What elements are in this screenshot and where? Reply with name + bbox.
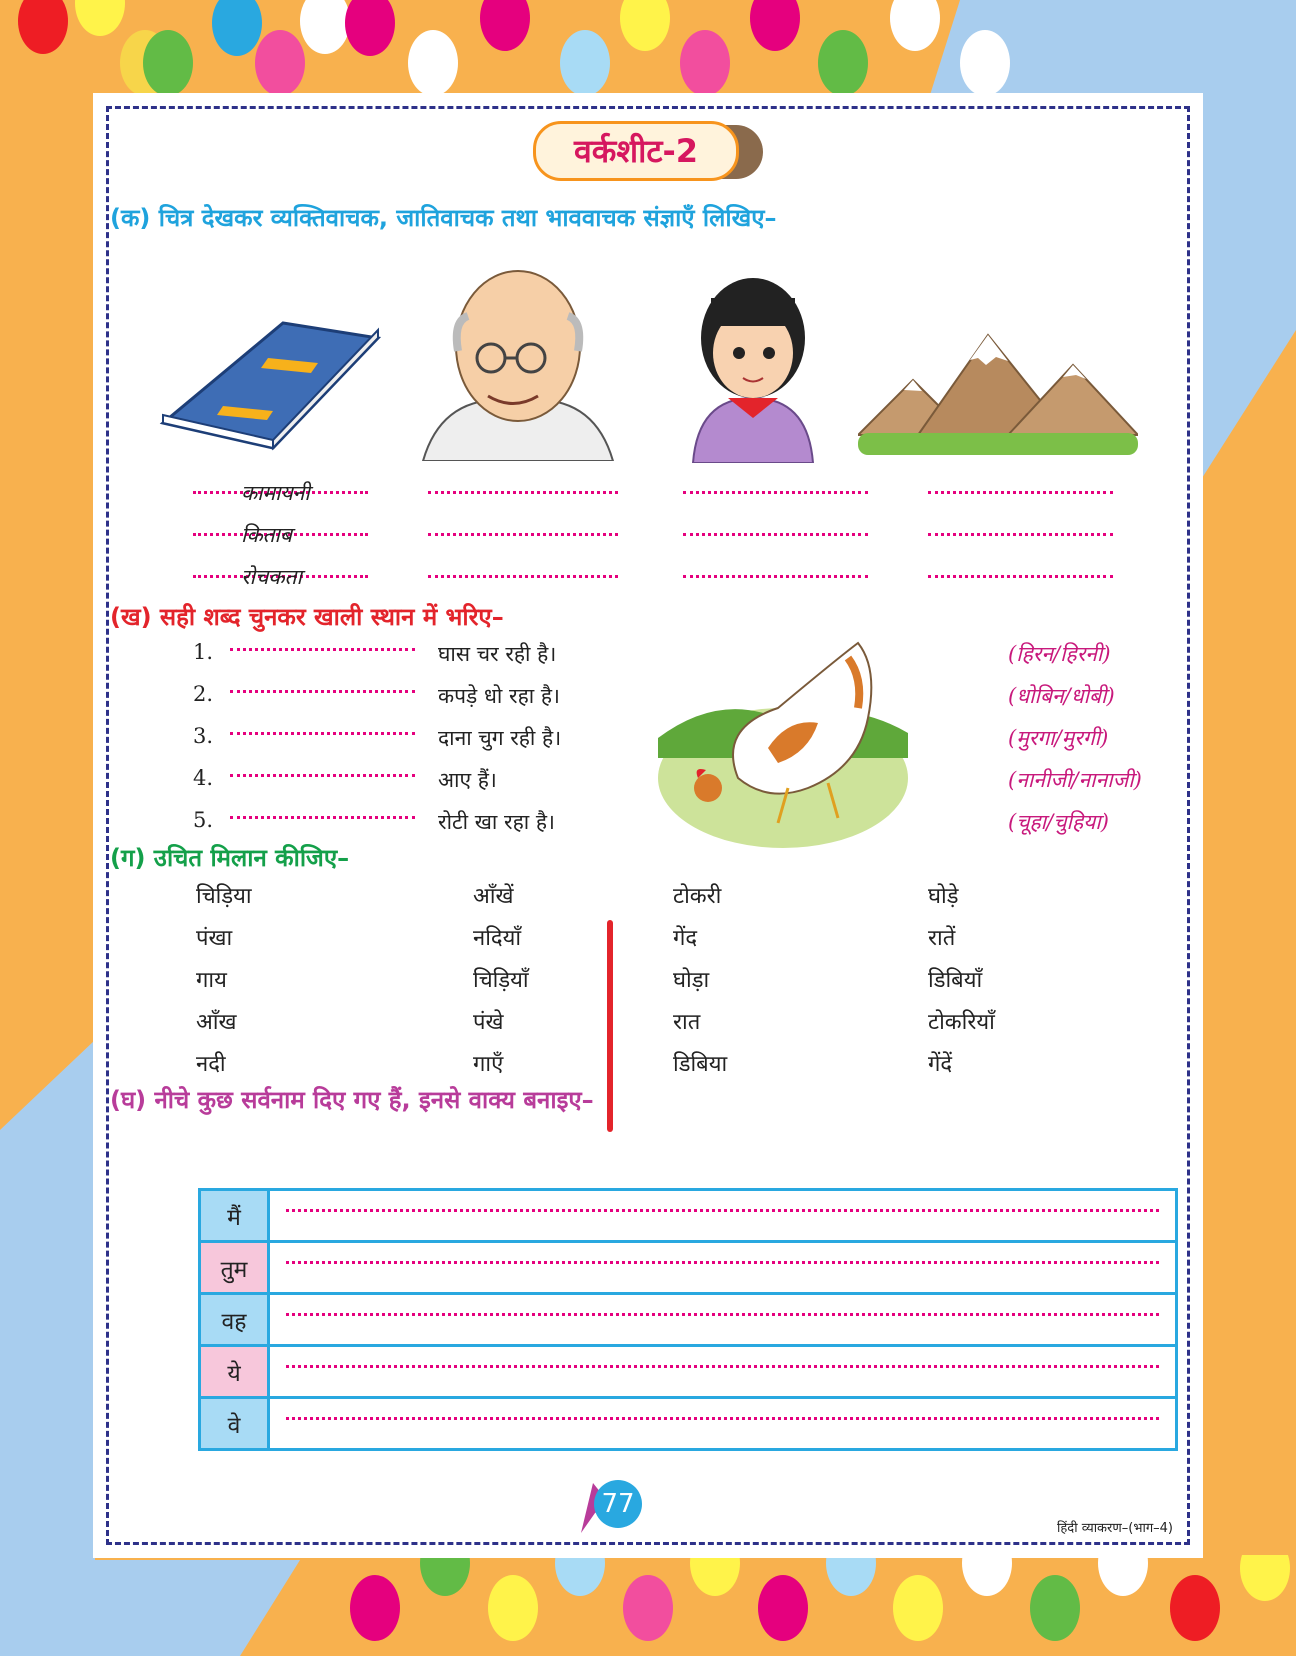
match-word: टोकरियाँ — [928, 1010, 995, 1035]
match-word: गेंद — [673, 926, 698, 951]
section-kha-heading: (ख) सही शब्द चुनकर खाली स्थान में भरिए– — [110, 603, 504, 631]
table-row — [200, 1346, 1177, 1398]
match-word: टोकरी — [673, 884, 722, 909]
bottom-dot-border — [0, 1555, 1296, 1656]
pronoun-cell: वह — [200, 1294, 269, 1346]
sentence-line[interactable] — [269, 1294, 1177, 1346]
match-word: गाएँ — [473, 1052, 504, 1077]
sentence-line[interactable] — [269, 1346, 1177, 1398]
table-row — [200, 1242, 1177, 1294]
match-word: घोड़ा — [673, 968, 710, 993]
title-badge — [533, 121, 773, 183]
pronoun-cell: मैं — [200, 1190, 269, 1242]
pronoun-table — [198, 1188, 1178, 1451]
match-word: नदियाँ — [473, 926, 522, 951]
sentence-line[interactable] — [269, 1190, 1177, 1242]
old-man-icon — [413, 261, 623, 461]
answer-1: कामायनी — [241, 481, 310, 505]
match-word: चिड़िया — [196, 884, 252, 909]
match-word: गाय — [196, 968, 227, 993]
sentence-line[interactable] — [269, 1398, 1177, 1450]
book-icon — [153, 318, 383, 453]
match-word: घोड़े — [928, 884, 959, 909]
mountains-icon — [858, 325, 1138, 455]
worksheet-title: वर्कशीट-2 — [533, 121, 739, 181]
section-ga-heading: (ग) उचित मिलान कीजिए– — [110, 844, 350, 872]
match-word: डिबिया — [673, 1052, 728, 1077]
table-row — [200, 1190, 1177, 1242]
sentence-line[interactable] — [269, 1242, 1177, 1294]
pronoun-cell: तुम — [200, 1242, 269, 1294]
answer-3: रोचकता — [241, 565, 302, 589]
section-gha-heading: (घ) नीचे कुछ सर्वनाम दिए गए हैं, इनसे वाक्य बनाइए– — [110, 1086, 594, 1114]
hen-icon — [658, 638, 908, 848]
worksheet-page: वर्कशीट-2 (क) चित्र देखकर व्यक्तिवाचक, जातिवाचक तथा भाववाचक संज्ञाएँ लिखिए– कामायनी किताब रोचकता (ख) सही शब्द चुनकर खाली स्थान में भरिए– 1. घास चर रही है। (हिरन/हिरनी) 2. कपड़े धो रहा है। (धोबिन/धोबी) 3. दाना चुग रही है। (मुरगा/मुरगी) 4. आए हैं। (नानीजी/नानाजी) 5. रोटी खा रहा है। (चूहा/चुहिया) (ग) उचित मिलान कीजिए– चिड़िया पंखा गाय आँख नदी आँखें नदियाँ चिड़ियाँ पंखे गाएँ टोकरी गेंद घोड़ा रात डिबिया घोड़े रातें डिबियाँ टोकरियाँ गेंदें (घ) नीचे कुछ सर्वनाम दिए गए हैं, इनसे वाक्य बनाइए– मैं तुम वह ये वे 77 हिंदी व्याकरण–(भाग–4) — [93, 93, 1203, 1558]
footer-book-title: हिंदी व्याकरण–(भाग–4) — [1057, 1521, 1173, 1536]
column-divider — [607, 920, 613, 1132]
match-word: चिड़ियाँ — [473, 968, 529, 993]
match-word: डिबियाँ — [928, 968, 983, 993]
top-dot-border — [0, 0, 1296, 95]
match-word: पंखा — [196, 926, 233, 951]
answer-2: किताब — [241, 523, 292, 547]
pronoun-cell: वे — [200, 1398, 269, 1450]
table-row — [200, 1398, 1177, 1450]
match-word: पंखे — [473, 1010, 504, 1035]
pronoun-cell: ये — [200, 1346, 269, 1398]
table-row — [200, 1294, 1177, 1346]
match-word: आँख — [196, 1010, 237, 1035]
section-ka-heading: (क) चित्र देखकर व्यक्तिवाचक, जातिवाचक तथा भाववाचक संज्ञाएँ लिखिए– — [110, 204, 777, 232]
match-word: आँखें — [473, 884, 514, 909]
girl-icon — [673, 253, 833, 463]
match-word: नदी — [196, 1052, 226, 1077]
match-word: रातें — [928, 926, 956, 951]
match-word: गेंदें — [928, 1052, 953, 1077]
page-number: 77 — [594, 1480, 642, 1528]
match-word: रात — [673, 1010, 701, 1035]
